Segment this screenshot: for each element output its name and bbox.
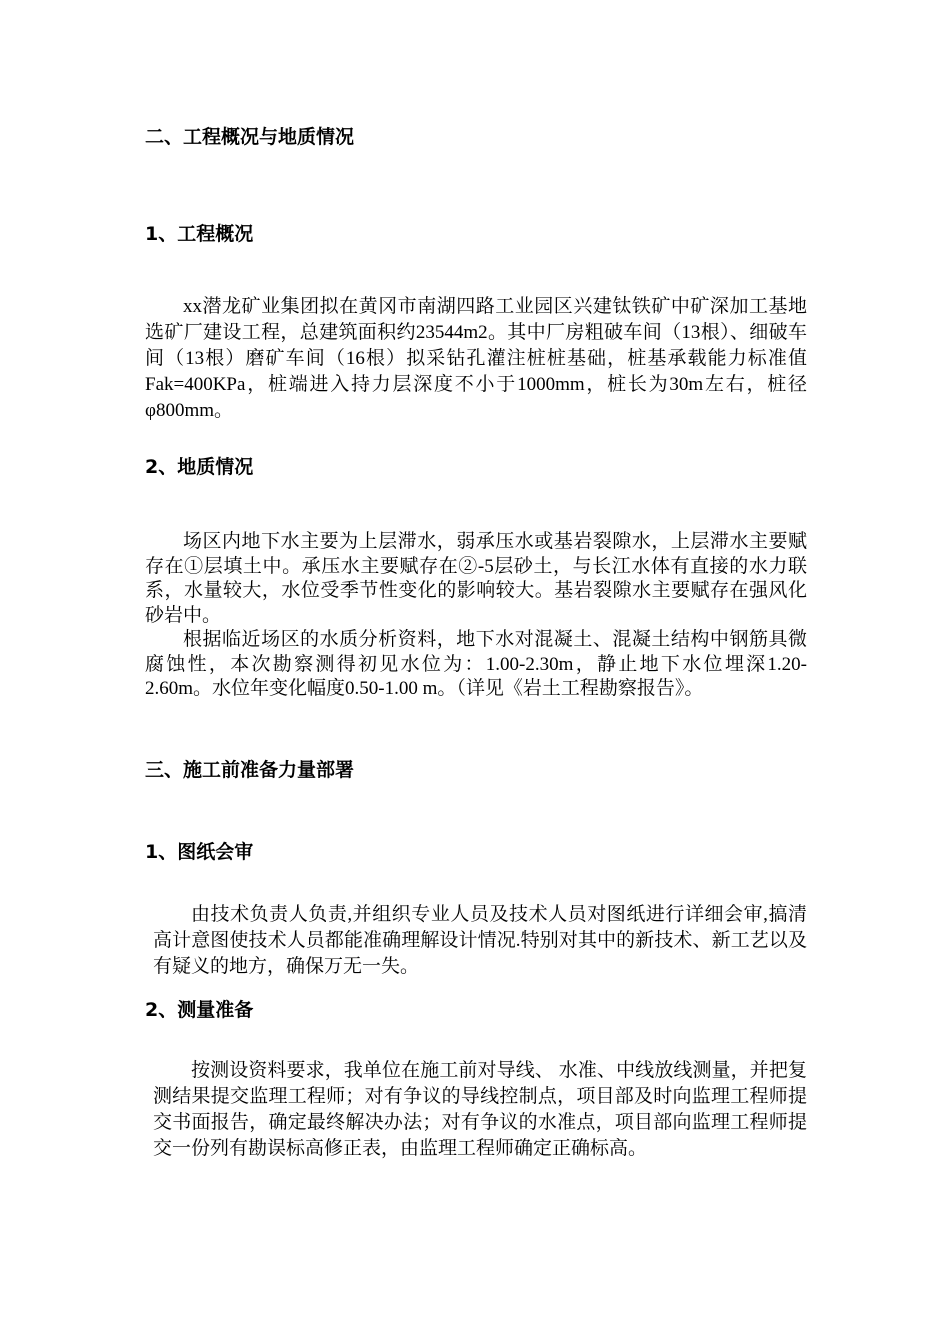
section-heading-overview-geology: 二、工程概况与地质情况 bbox=[145, 126, 355, 148]
paragraph-project-overview: xx潜龙矿业集团拟在黄冈市南湖四路工业园区兴建钛铁矿中矿深加工基地选矿厂建设工程，总建筑面积约23544m2。其中厂房粗破车间（13根）、细破车间（13根）磨矿车间（16根）拟采钻孔灌注桩桩基础，桩基承载能力标准值Fak=400KPa，桩端进入持力层深度不小于1000mm，桩长为30m左右，桩径φ800mm。 bbox=[145, 296, 807, 421]
subheading-project-overview: 1、工程概况 bbox=[145, 223, 254, 245]
paragraph-drawing-review: 由技术负责人负责,并组织专业人员及技术人员对图纸进行详细会审,搞清高计意图使技术人员都能准确理解设计情况.特别对其中的新技术、新工艺以及有疑义的地方，确保万无一失。 bbox=[153, 904, 807, 977]
paragraph-groundwater: 场区内地下水主要为上层滞水，弱承压水或基岩裂隙水，上层滞水主要赋存在①层填土中。承压水主要赋存在②-5层砂土，与长江水体有直接的水力联系，水量较大，水位受季节性变化的影响较大。基岩裂隙水主要赋存在强风化砂岩中。 bbox=[145, 531, 807, 626]
paragraph-survey-preparation: 按测设资料要求，我单位在施工前对导线、 水准、中线放线测量，并把复测结果提交监理工程师；对有争议的导线控制点，项目部及时向监理工程师提交书面报告，确定最终解决办法；对有争议的水准点，项目部向监理工程师提交一份列有勘误标高修正表，由监理工程师确定正确标高。 bbox=[153, 1060, 807, 1159]
section-heading-preparation: 三、施工前准备力量部署 bbox=[145, 759, 355, 781]
subheading-geology: 2、地质情况 bbox=[145, 456, 254, 478]
paragraph-water-quality: 根据临近场区的水质分析资料，地下水对混凝土、混凝土结构中钢筋具微腐蚀性，本次勘察测得初见水位为：1.00-2.30m，静止地下水位埋深1.20-2.60m。水位年变化幅度0.50-1.00 m。（详见《岩土工程勘察报告》。 bbox=[145, 629, 807, 699]
subheading-drawing-review: 1、图纸会审 bbox=[145, 841, 254, 863]
subheading-survey-preparation: 2、测量准备 bbox=[145, 999, 254, 1021]
